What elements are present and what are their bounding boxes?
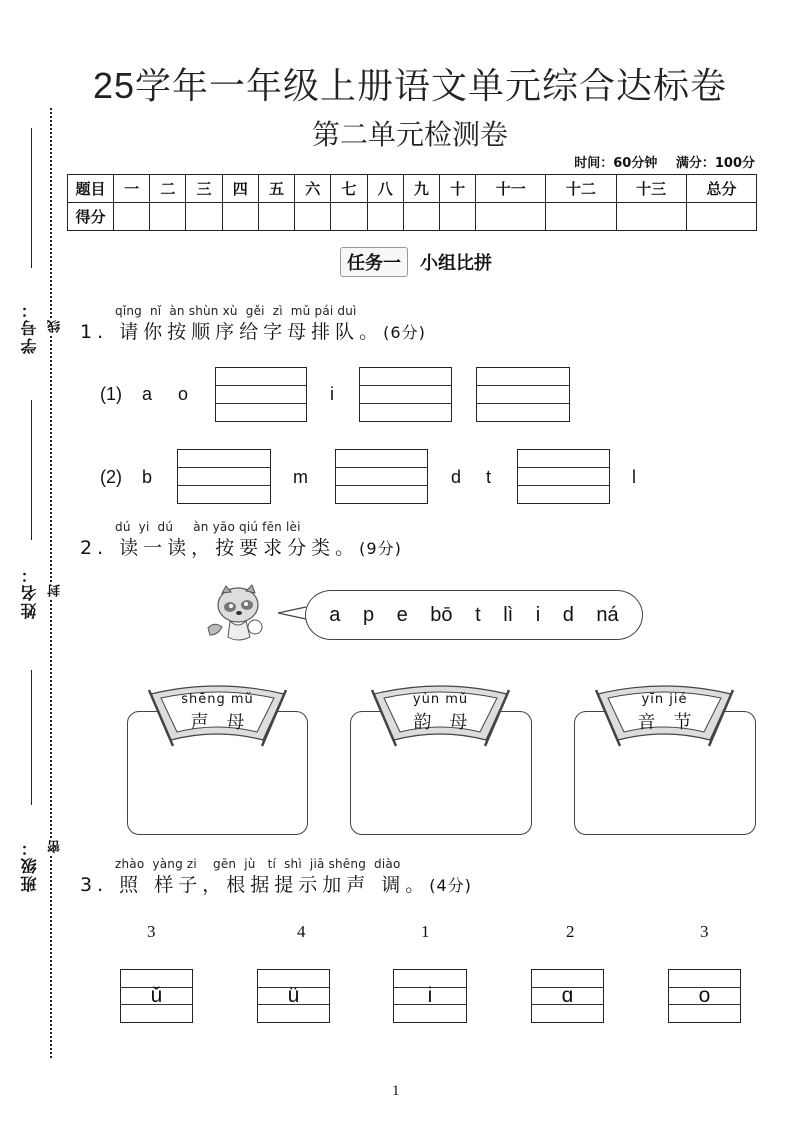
tone-letter: ɑ [561, 984, 574, 1007]
q1-answer-box[interactable] [476, 367, 570, 422]
question-3 [80, 857, 472, 897]
page-number: 1 [392, 1083, 400, 1099]
q1-letter: b [142, 467, 153, 487]
score-col-total: 总分 [686, 175, 756, 203]
q1-row1-label: (1) [100, 384, 122, 404]
question-1-points: (6分) [383, 323, 426, 342]
category-banner-initials [145, 680, 290, 748]
question-2-pinyin: dú yi dú àn yāo qiú fēn lèi [115, 520, 301, 534]
tone-answer-box[interactable] [531, 969, 604, 1023]
score-col: 六 [295, 175, 331, 203]
question-1-text: 1. 请你按顺序给字母排队。 [80, 321, 384, 343]
class-label: 班级： [20, 838, 39, 892]
speech-bubble-tail-icon [278, 605, 308, 625]
tone-number: 4 [297, 922, 306, 941]
score-col: 十三 [616, 175, 686, 203]
bubble-item: a [329, 603, 341, 626]
score-col: 五 [258, 175, 294, 203]
page-title: 25学年一年级上册语文单元综合达标卷 [92, 65, 728, 106]
q1-answer-box[interactable] [177, 449, 271, 504]
question-1 [80, 304, 426, 344]
score-table-row-header: 得分 [68, 203, 114, 231]
score-col: 七 [331, 175, 367, 203]
full-score: 满分：100分 [675, 156, 755, 171]
banner-label: 音节 [637, 712, 710, 733]
q1-answer-box[interactable] [359, 367, 452, 422]
task-badge: 任务一 [340, 247, 408, 277]
score-col: 三 [186, 175, 222, 203]
seal-label-secret: 密 [48, 840, 63, 853]
exam-meta [574, 152, 755, 171]
tone-number: 1 [421, 922, 430, 941]
score-table [67, 174, 757, 231]
bubble-item: ná [596, 603, 619, 626]
question-3-points: (4分) [429, 876, 472, 895]
tone-number: 3 [147, 922, 156, 941]
q1-letter: m [293, 467, 308, 487]
score-table-score-row [68, 203, 757, 231]
question-3-stem [80, 870, 472, 897]
score-col: 八 [367, 175, 403, 203]
tone-letter: ǔ [150, 984, 163, 1007]
time-limit: 时间：60分钟 [574, 156, 658, 171]
category-banner-syllables [592, 680, 737, 748]
q1-letter: i [330, 384, 334, 404]
score-cell[interactable] [186, 203, 222, 231]
score-cell[interactable] [403, 203, 439, 231]
score-cell[interactable] [546, 203, 616, 231]
score-cell[interactable] [295, 203, 331, 231]
question-1-pinyin: qǐng nǐ àn shùn xù gěi zì mǔ pái duì [115, 304, 357, 318]
q1-letter: o [178, 384, 189, 404]
tone-letter: ü [287, 984, 300, 1007]
category-banner-finals [368, 680, 513, 748]
score-col: 十一 [476, 175, 546, 203]
tone-letter: i [427, 984, 433, 1007]
question-3-pinyin: zhào yàng zi gēn jù tí shì jiā shēng diào [115, 857, 401, 871]
score-cell[interactable] [150, 203, 186, 231]
name-label: 姓名： [20, 565, 39, 619]
q1-row2-label: (2) [100, 467, 122, 487]
bubble-item: bō [430, 603, 453, 626]
q1-letter: t [486, 467, 492, 487]
tone-answer-box[interactable] [120, 969, 193, 1023]
score-cell[interactable] [331, 203, 367, 231]
bubble-item: i [535, 603, 541, 626]
bubble-item: e [396, 603, 408, 626]
bubble-item: lì [503, 603, 514, 626]
score-cell[interactable] [476, 203, 546, 231]
score-col: 十 [439, 175, 475, 203]
score-cell-total[interactable] [686, 203, 756, 231]
score-cell[interactable] [616, 203, 686, 231]
score-cell[interactable] [367, 203, 403, 231]
banner-pinyin: yīn jié [641, 692, 688, 707]
tone-answer-box[interactable] [257, 969, 330, 1023]
page-subtitle: 第二单元检测卷 [311, 119, 508, 150]
banner-label: 韵母 [413, 712, 486, 733]
raccoon-mascot-icon [200, 583, 280, 648]
q1-answer-box[interactable] [517, 449, 610, 504]
score-col: 四 [222, 175, 258, 203]
tone-letter: o [698, 984, 711, 1007]
banner-label: 声母 [190, 712, 263, 733]
q1-letter: a [142, 384, 153, 404]
bubble-item: p [362, 603, 375, 626]
student-id-label: 学号： [20, 300, 39, 354]
q1-letter: d [451, 467, 462, 487]
name-blank[interactable] [31, 400, 32, 540]
seal-label-line: 线 [48, 320, 63, 333]
score-cell[interactable] [439, 203, 475, 231]
class-blank[interactable] [31, 670, 32, 805]
question-2-stem [80, 533, 402, 560]
score-cell[interactable] [114, 203, 150, 231]
question-1-stem [80, 317, 426, 344]
score-table-row-header: 题目 [68, 175, 114, 203]
banner-pinyin: shēng mǔ [181, 692, 254, 707]
score-col: 九 [403, 175, 439, 203]
q1-answer-box[interactable] [215, 367, 307, 422]
question-2-points: (9分) [359, 539, 402, 558]
tone-answer-box[interactable] [393, 969, 467, 1023]
score-col: 一 [114, 175, 150, 203]
banner-pinyin: yùn mǔ [412, 692, 469, 707]
question-2 [80, 520, 402, 560]
tone-answer-box[interactable] [668, 969, 741, 1023]
question-3-text: 3. 照 样子，根据提示加声 调。 [80, 874, 430, 896]
score-cell[interactable] [258, 203, 294, 231]
score-table-header-row [68, 175, 757, 203]
tone-number: 2 [566, 922, 575, 941]
bubble-item: d [562, 603, 574, 626]
bubble-item: t [475, 603, 481, 626]
question-2-text: 2. 读一读，按要求分类。 [80, 537, 360, 559]
score-col: 二 [150, 175, 186, 203]
score-cell[interactable] [222, 203, 258, 231]
q1-answer-box[interactable] [335, 449, 428, 504]
speech-bubble [305, 590, 643, 640]
tone-number: 3 [700, 922, 709, 941]
q1-letter: l [632, 467, 636, 487]
score-col: 十二 [546, 175, 616, 203]
seal-label-seal: 封 [48, 584, 63, 597]
task-name: 小组比拼 [420, 253, 492, 274]
task-heading [340, 247, 492, 277]
